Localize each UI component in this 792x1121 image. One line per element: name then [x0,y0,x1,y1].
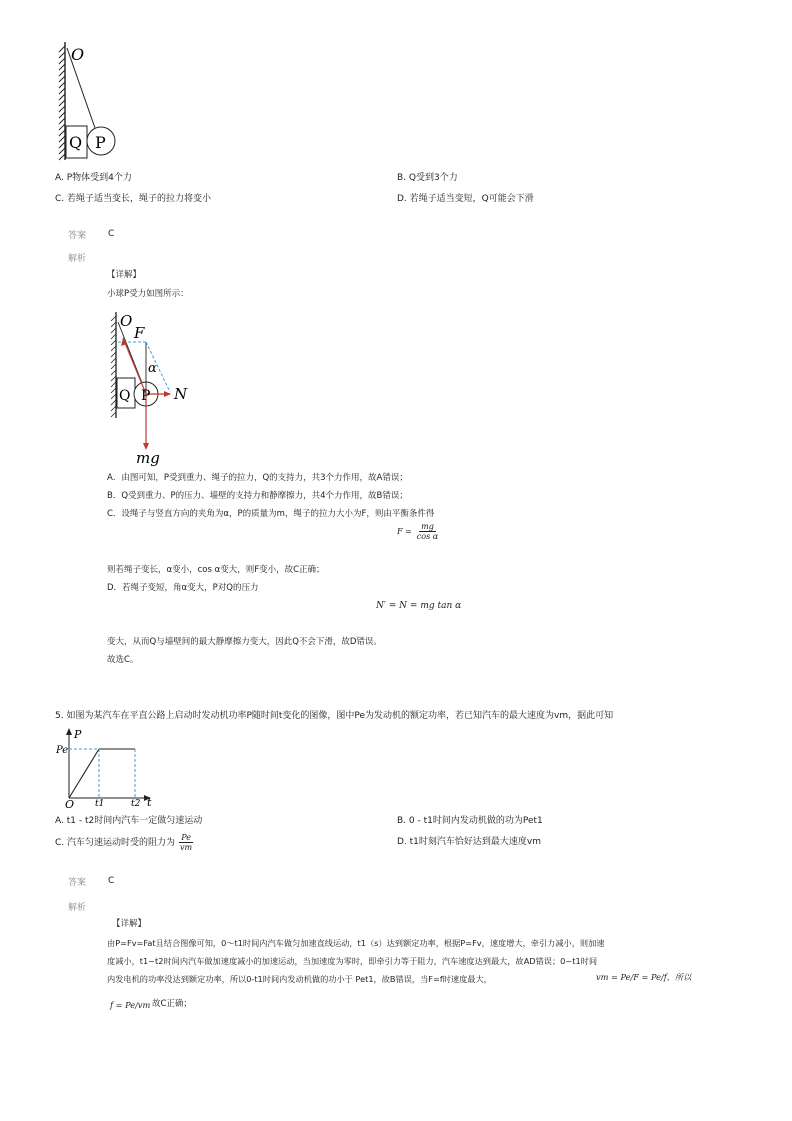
q4-analysis-intro: 小球P受力如图所示： [107,289,189,299]
q5-answer-label: 答案 [68,878,87,888]
q4-analysis-line-c: C．设绳子与竖直方向的夹角为α，P的质量为m，绳子的拉力大小为F，则由平衡条件得 [107,509,435,519]
formula1-fraction [415,522,440,541]
q5-analysis-heading: 【详解】 [112,919,147,929]
q4-formula-2: N′ = N = mg tan α [376,601,462,611]
q4-analysis-label: 解析 [68,254,87,264]
q4-answer-label: 答案 [68,231,87,241]
fig2-label-f: F [134,324,145,342]
q4-option-a: A. P物体受到4个力 [55,173,132,183]
figure-force-diagram [108,308,198,468]
fig3-label-p: P [74,728,82,741]
fig1-label-p: P [95,133,106,152]
fig2-label-alpha: α [148,361,157,376]
figure-power-time-graph [55,726,165,810]
q4-analysis-line-d2: 变大，从而Q与墙壁间的最大静摩擦力变大，因此Q不会下滑，故D错误。 [107,637,382,647]
q4-analysis-line-b: B．Q受到重力、P的压力、墙壁的支持力和静摩擦力，共4个力作用，故B错误； [107,491,408,501]
fig2-label-o: O [120,312,133,330]
fig3-label-t1: t1 [95,799,105,809]
fig2-label-mg: mg [136,449,160,467]
q4-conclusion: 故选C。 [107,655,139,665]
fig3-label-t2: t2 [131,799,141,809]
formula1-lhs: F = [397,527,412,536]
fig2-label-n: N [174,385,188,403]
fig3-label-t: t [147,796,152,809]
figure-wall-rope-balls [55,40,135,165]
q5-formula-4: f = Pe/vm [110,1000,151,1010]
q5-option-c-numerator: Pe [181,833,191,842]
q4-formula-1 [397,522,440,541]
q5-option-a: A. t1 - t2时间内汽车一定做匀速运动 [55,816,203,826]
q5-answer-value: C [108,876,115,886]
q5-option-c [55,833,194,852]
q4-option-b: B. Q受到3个力 [397,173,458,183]
q4-analysis-line-c2: 则若绳子变长，α变小，cos α变大，则F变小，故C正确； [107,565,325,575]
q5-stem: 5. 如图为某汽车在平直公路上启动时发动机功率P随时间t变化的图像，图中Pe为发动机的额定功率，若已知汽车的最大速度为vm，据此可知 [55,711,614,721]
fig1-label-q: Q [69,133,83,152]
q4-analysis-line-a: A．由图可知，P受到重力、绳子的拉力，Q的支持力，共3个力作用，故A错误； [107,473,408,483]
fig3-label-pe: Pe [56,745,69,756]
q5-option-c-text: C. 汽车匀速运动时受的阻力为 [55,837,176,848]
q5-option-d: D. t1时刻汽车恰好达到最大速度vm [397,837,542,847]
fig2-label-p: P [141,388,151,404]
q5-analysis-line-2: 度减小，t1~t2时间内汽车做加速度减小的加速运动，当加速度为零时，即牵引力等于阻力，汽车速度达到最大，故AD错误；0~t1时间 [107,956,598,966]
q4-option-d: D. 若绳子适当变短，Q可能会下滑 [397,194,534,204]
q4-option-c: C. 若绳子适当变长，绳子的拉力将变小 [55,194,212,204]
q4-answer-value: C [108,229,115,239]
q5-analysis-tail: 故C正确； [152,999,192,1009]
fig1-label-o: O [71,45,85,64]
q5-option-b: B. 0 - t1时间内发动机做的功为Pet1 [397,816,543,826]
formula1-denominator: cos α [416,532,439,541]
formula1-numerator: mg [421,522,434,531]
fig2-label-q: Q [119,388,131,404]
q4-analysis-heading: 【详解】 [107,270,142,280]
q5-analysis-line-3: 内发电机的功率没达到额定功率，所以0-t1时间内发动机做的功小于 Pet1，故B错误，当F=f时速度最大， [107,974,492,984]
q4-analysis-line-d: D．若绳子变短，角α变大，P对Q的压力 [107,583,259,593]
q5-formula-3: vm = Pe/F = Pe/f，所以 [596,972,692,982]
fig3-label-o: O [65,798,75,810]
q5-option-c-denominator: vm [180,843,193,852]
q5-option-c-fraction [178,833,194,852]
q5-analysis-line-1: 由P=Fv=Fat且结合图像可知，0～t1时间内汽车做匀加速直线运动，t1（s）达到额定功率，根据P=Fv，速度增大，牵引力减小，则加速 [107,938,605,948]
q5-analysis-label: 解析 [68,903,87,913]
